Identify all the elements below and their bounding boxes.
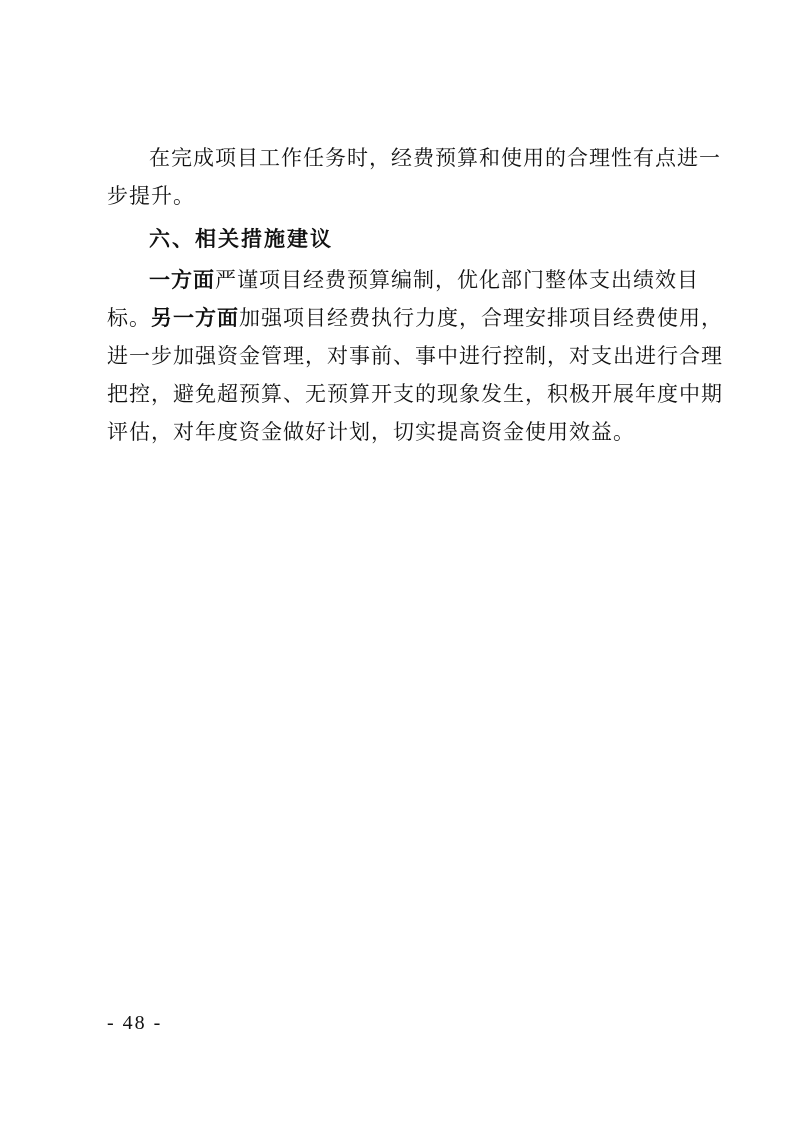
paragraph-line: 步提升。 — [107, 184, 195, 208]
emphasis-text: 一方面 — [149, 268, 215, 292]
page-number: - 48 - — [107, 1012, 163, 1034]
emphasis-text: 另一方面 — [151, 306, 239, 330]
paragraph-text: 严谨项目经费预算编制，优化部门整体支出绩效目 — [215, 268, 699, 292]
paragraph-text: 标。 — [107, 306, 151, 330]
paragraph-line: 把控，避免超预算、无预算开支的现象发生，积极开展年度中期 — [107, 382, 723, 406]
paragraph-line — [107, 300, 723, 336]
paragraph-text: 加强项目经费执行力度，合理安排项目经费使用， — [239, 306, 723, 330]
paragraph-line: 在完成项目工作任务时，经费预算和使用的合理性有点进一 — [149, 146, 721, 170]
section-heading: 六、相关措施建议 — [149, 227, 333, 251]
paragraph-line: 评估，对年度资金做好计划，切实提高资金使用效益。 — [107, 420, 635, 444]
paragraph-line: 进一步加强资金管理，对事前、事中进行控制，对支出进行合理 — [107, 344, 723, 368]
paragraph-line — [149, 262, 697, 298]
